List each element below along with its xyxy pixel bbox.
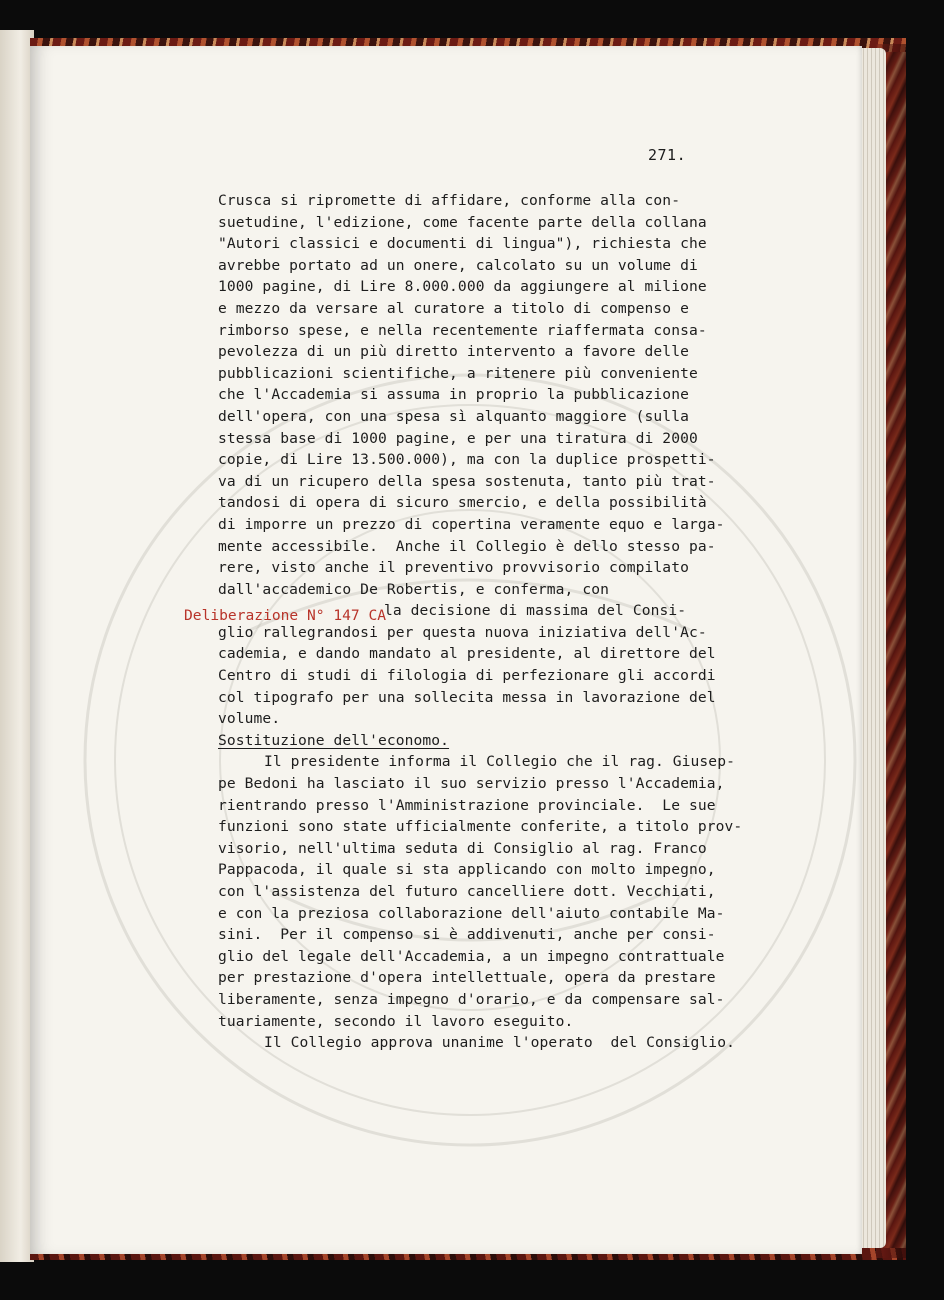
text-line: rientrando presso l'Amministrazione provinciale. Le sue bbox=[218, 796, 716, 814]
text-line: pubblicazioni scientifiche, a ritenere più conveniente bbox=[218, 364, 698, 382]
text-line: e con la preziosa collaborazione dell'aiuto contabile Ma- bbox=[218, 904, 725, 922]
text-line: rere, visto anche il preventivo provvisorio compilato bbox=[218, 559, 689, 577]
text-line: copie, di Lire 13.500.000), ma con la duplice prospetti- bbox=[218, 451, 716, 469]
text-line: che l'Accademia si assuma in proprio la pubblicazione bbox=[218, 386, 689, 404]
text-line: per prestazione d'opera intellettuale, opera da prestare bbox=[218, 969, 716, 987]
text-line: cademia, e dando mandato al presidente, al direttore del bbox=[218, 645, 716, 663]
text-line: glio del legale dell'Accademia, a un impegno contrattuale bbox=[218, 947, 725, 965]
text-line: glio rallegrandosi per questa nuova iniziativa dell'Ac- bbox=[218, 623, 707, 641]
text-line: Pappacoda, il quale si sta applicando con molto impegno, bbox=[218, 861, 716, 879]
margin-deliberation-note: Deliberazione N° 147 CA bbox=[184, 607, 387, 624]
text-line: sini. Per il compenso si è addivenuti, anche per consi- bbox=[218, 926, 716, 944]
typed-text-body bbox=[218, 190, 778, 1054]
text-line: rimborso spese, e nella recentemente riaffermata consa- bbox=[218, 321, 707, 339]
text-line: di imporre un prezzo di copertina veramente equo e larga- bbox=[218, 515, 725, 533]
text-line: "Autori classici e documenti di lingua"), richiesta che bbox=[218, 235, 707, 253]
text-line: col tipografo per una sollecita messa in lavorazione del bbox=[218, 688, 716, 706]
text-line: stessa base di 1000 pagine, e per una tiratura di 2000 bbox=[218, 429, 698, 447]
text-line: e mezzo da versare al curatore a titolo di compenso e bbox=[218, 299, 689, 317]
text-line: dell'opera, con una spesa sì alquanto maggiore (sulla bbox=[218, 407, 689, 425]
text-line: Centro di studi di filologia di perfezionare gli accordi bbox=[218, 667, 716, 685]
text-line: Il presidente informa il Collegio che il rag. Giusep- bbox=[264, 753, 735, 771]
text-line: dall'accademico De Robertis, e conferma, con bbox=[218, 580, 609, 598]
text-line: pe Bedoni ha lasciato il suo servizio presso l'Accademia, bbox=[218, 775, 725, 793]
text-line: funzioni sono state ufficialmente conferite, a titolo prov- bbox=[218, 818, 743, 836]
text-line: volume. bbox=[218, 710, 281, 728]
text-line: la decisione di massima del Consi- bbox=[384, 602, 687, 620]
text-line: liberamente, senza impegno d'orario, e da compensare sal- bbox=[218, 990, 725, 1008]
facing-page-edge bbox=[0, 30, 34, 1262]
text-line: suetudine, l'edizione, come facente parte della collana bbox=[218, 213, 707, 231]
text-line: mente accessibile. Anche il Collegio è dello stesso pa- bbox=[218, 537, 716, 555]
text-line: 1000 pagine, di Lire 8.000.000 da aggiungere al milione bbox=[218, 278, 707, 296]
text-line: tuariamente, secondo il lavoro eseguito. bbox=[218, 1012, 574, 1030]
section-heading: Sostituzione dell'economo. bbox=[218, 731, 450, 749]
text-line: tandosi di opera di sicuro smercio, e della possibilità bbox=[218, 494, 707, 512]
text-line: pevolezza di un più diretto intervento a favore delle bbox=[218, 343, 689, 361]
page-number: 271. bbox=[648, 146, 687, 164]
text-line: Crusca si ripromette di affidare, conforme alla con- bbox=[218, 192, 681, 209]
text-line: con l'assistenza del futuro cancelliere dott. Vecchiati, bbox=[218, 883, 716, 900]
text-line: visorio, nell'ultima seduta di Consiglio al rag. Franco bbox=[218, 839, 707, 857]
text-line: Il Collegio approva unanime l'operato del Consiglio. bbox=[264, 1034, 735, 1052]
text-line: va di un ricupero della spesa sostenuta, tanto più trat- bbox=[218, 472, 716, 490]
text-line: avrebbe portato ad un onere, calcolato su un volume di bbox=[218, 256, 698, 274]
